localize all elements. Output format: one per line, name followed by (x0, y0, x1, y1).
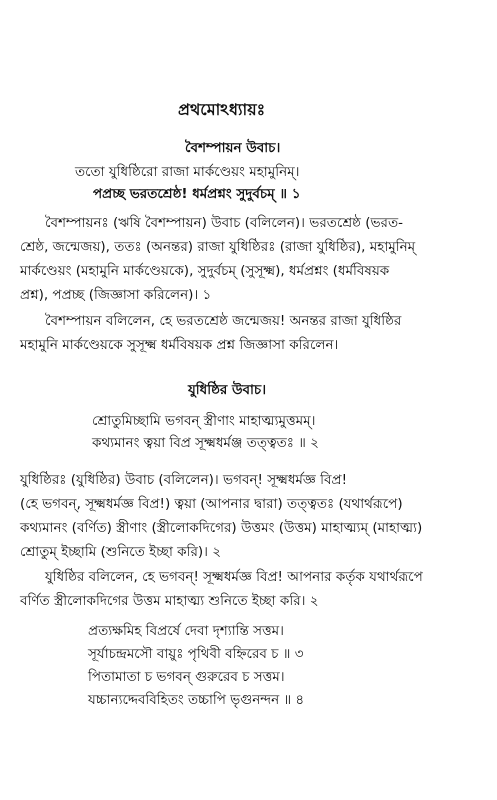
gloss-line: মার্কণ্ডেয়ং (মহামুনি মার্কণ্ডেয়কে), সুদুর্বচম্ (সুসূক্ষ্ম), ধর্মপ্রশ্নং (ধর্মবিষয়ক (20, 263, 390, 279)
verse-line: পপ্রচ্ছ ভরতশ্রেষ্ঠ! ধর্মপ্রশ্নং সুদুর্বচম্ ॥ ১ (93, 186, 301, 202)
verse-line: ততো যুধিষ্ঠিরো রাজা মার্কণ্ডেয়ং মহামুনিম্। (75, 164, 300, 180)
speaker-heading: যুধিষ্ঠির উবাচ। (188, 382, 267, 398)
gloss-line: শ্রেষ্ঠ, জন্মেজয়), ততঃ (অনন্তর) রাজা যুধিষ্ঠিরঃ (রাজা যুধিষ্ঠির), মহামুনিম্ (20, 239, 416, 255)
verse-line: কথ্যমানং ত্বয়া বিপ্র সূক্ষ্মধর্মঞ্জ তত্ত্বতঃ ॥ ২ (92, 435, 319, 451)
verse-line: সূর্যাচন্দ্রমসৌ বায়ুঃ পৃথিবী বহ্নিরেব চ ॥ ৩ (88, 646, 304, 662)
verse-line: যচ্চান্যদ্দেববিহিতং তচ্চাপি ভৃগুনন্দন ॥ ৪ (88, 692, 305, 708)
translation-line: বৈশম্পায়ন বলিলেন, হে ভরতশ্রেষ্ঠ জন্মেজয়! অনন্তর রাজা যুধিষ্ঠির (45, 313, 402, 329)
speaker-heading: বৈশম্পায়ন উবাচ। (185, 140, 281, 156)
gloss-line: প্রশ্ন), পপ্রচ্ছ (জিজ্ঞাসা করিলেন)। ১ (20, 287, 212, 303)
verse-line: প্রত্যক্ষমিহ বিপ্রর্ষে দেবা দৃশ্যান্তি সত্তম। (88, 623, 284, 639)
translation-line: মহামুনি মার্কণ্ডেয়কে সুসূক্ষ্ম ধর্মবিষয়ক প্রশ্ন জিজ্ঞাসা করিলেন। (20, 337, 339, 353)
gloss-line: কথ্যমানং (বর্ণিত) স্ত্রীণাং (স্ত্রীলোকদিগের) উত্তমং (উত্তম) মাহাত্ম্যম্ (মাহাত্ম্য) (20, 520, 423, 536)
translation-line: বর্ণিত স্ত্রীলোকদিগের উত্তম মাহাত্ম্য শুনিতে ইচ্ছা করি। ২ (20, 593, 319, 609)
gloss-line: যুধিষ্ঠিরঃ (যুধিষ্ঠির) উবাচ (বলিলেন)। ভগবন্! সূক্ষ্মধর্মজ্ঞ বিপ্র! (20, 472, 348, 488)
chapter-title: প্রথমোঽধ্যায়ঃ (178, 100, 266, 119)
verse-line: পিতামাতা চ ভগবন্ গুরুরেব চ সত্তম। (88, 669, 285, 685)
gloss-line: শ্রোতুম্ ইচ্ছামি (শুনিতে ইচ্ছা করি)। ২ (20, 544, 222, 560)
gloss-line: বৈশম্পায়নঃ (ঋষি বৈশম্পায়ন) উবাচ (বলিলেন)। ভরতশ্রেষ্ঠ (ভরত- (45, 215, 403, 231)
translation-line: যুধিষ্ঠির বলিলেন, হে ভগবন্! সূক্ষ্মধর্মজ্ঞ বিপ্র! আপনার কর্তৃক যথার্থরূপে (45, 569, 423, 585)
gloss-line: (হে ভগবন্, সূক্ষ্মধর্মজ্ঞ বিপ্র!) ত্বয়া (আপনার দ্বারা) তত্ত্বতঃ (যথার্থরূপে) (20, 496, 403, 512)
verse-line: শ্রোতুমিচ্ছামি ভগবন্ স্ত্রীণাং মাহাত্ম্যমুত্তমম্। (92, 413, 316, 429)
